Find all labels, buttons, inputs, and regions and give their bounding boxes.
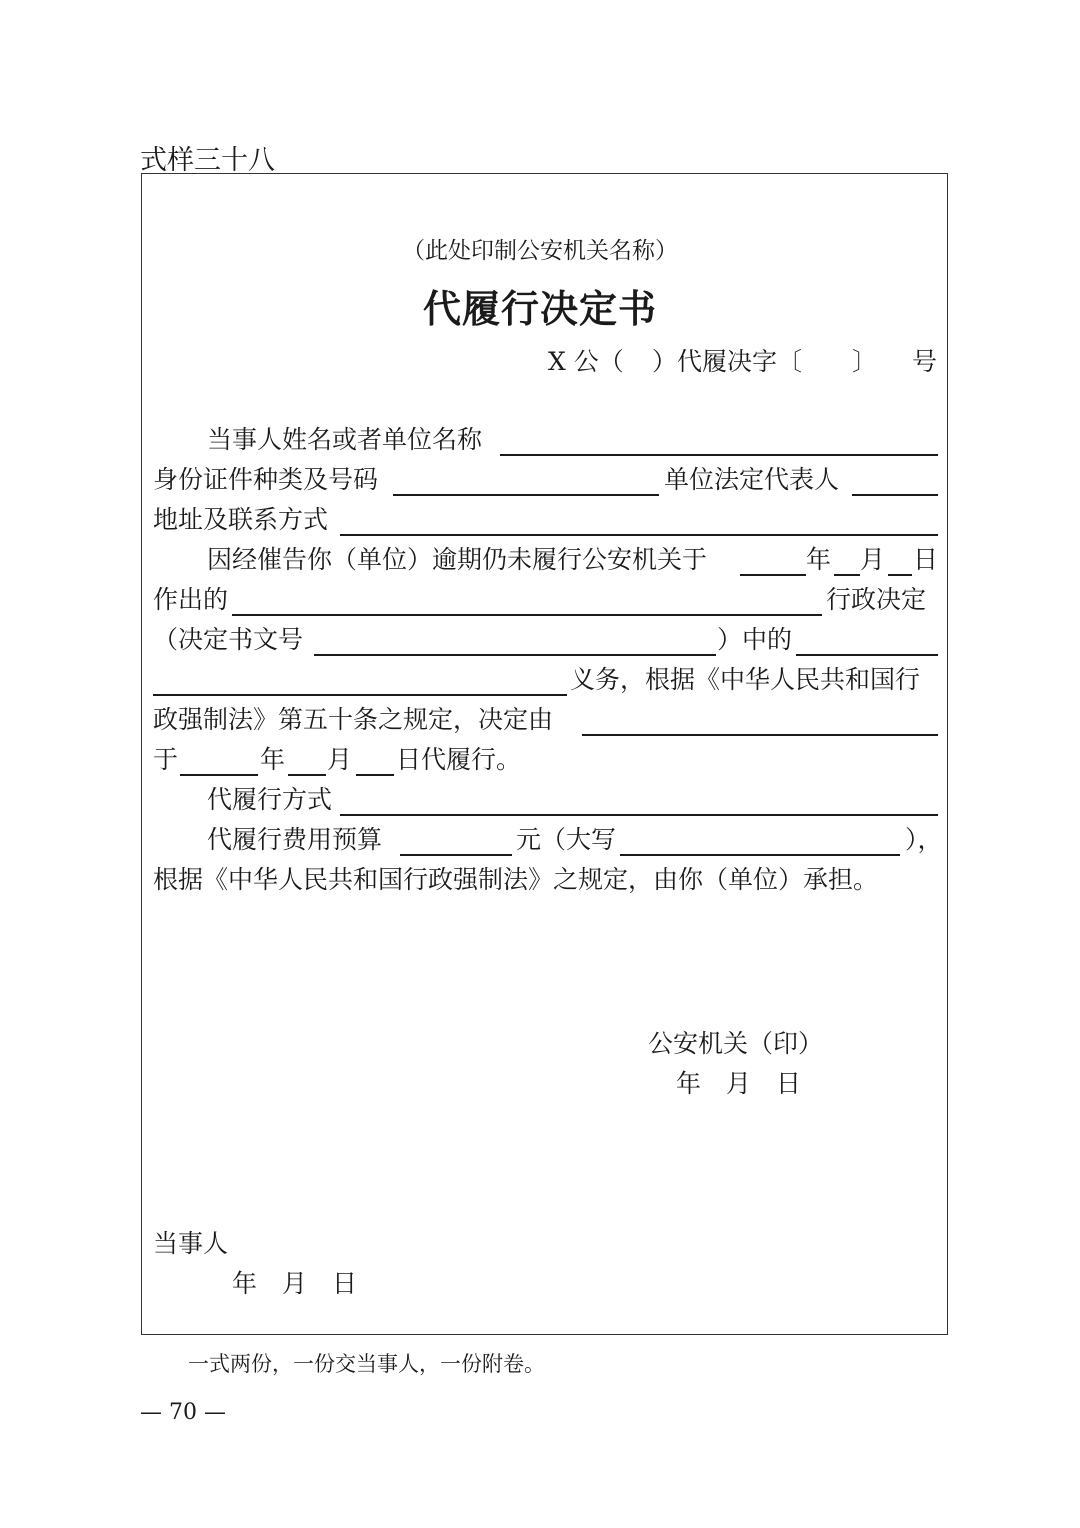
in-the-blank[interactable] (796, 654, 938, 656)
doc-number-bracket: 〕 (852, 347, 878, 376)
made-label: 作出的 (153, 585, 229, 614)
final-text: 根据《中华人民共和国行政强制法》之规定，由你（单位）承担。 (153, 865, 879, 894)
doc-number-middle: ）代履决字〔 (652, 347, 803, 376)
on-label: 于 (153, 745, 179, 774)
month-label: 月 (860, 545, 886, 574)
year-blank[interactable] (740, 574, 806, 576)
doc-number-suffix: 号 (912, 347, 938, 376)
law-clause-text: 政强制法》第五十条之规定，决定由 (153, 705, 554, 734)
exec-year-blank[interactable] (180, 774, 258, 776)
decision-no-label: （决定书文号 (153, 625, 304, 654)
footer-note: 一式两份，一份交当事人，一份附卷。 (188, 1352, 545, 1376)
budget-label: 代履行费用预算 (207, 825, 383, 854)
party-signature-date: 年 月 日 (232, 1269, 358, 1298)
in-the-label: ）中的 (717, 625, 793, 654)
close-paren: ）， (905, 825, 943, 854)
id-type-label: 身份证件种类及号码 (153, 465, 379, 494)
year-label: 年 (806, 545, 832, 574)
admin-decision-label: 行政决定 (826, 585, 927, 614)
party-name-blank[interactable] (500, 454, 938, 456)
day-label: 日 (913, 545, 939, 574)
method-blank[interactable] (340, 814, 938, 816)
month-blank[interactable] (834, 574, 860, 576)
decision-no-blank[interactable] (314, 654, 716, 656)
paragraph-start: 因经催告你（单位）逾期仍未履行公安机关于 (207, 545, 708, 574)
exec-day-blank[interactable] (356, 774, 394, 776)
budget-blank[interactable] (400, 854, 512, 856)
party-signature-label: 当事人 (153, 1229, 229, 1258)
day-blank[interactable] (888, 574, 912, 576)
form-label: 式样三十八 (140, 145, 275, 176)
obligation-blank[interactable] (153, 694, 567, 696)
seal-date: 年 月 日 (676, 1069, 802, 1098)
address-label: 地址及联系方式 (153, 505, 329, 534)
address-blank[interactable] (340, 534, 938, 536)
made-blank[interactable] (232, 614, 822, 616)
yuan-label: 元（大写 (516, 825, 617, 854)
document-title: 代履行决定书 (422, 286, 657, 331)
method-label: 代履行方式 (207, 785, 333, 814)
exec-month-label: 月 (327, 745, 353, 774)
agency-placeholder: （此处印制公安机关名称） (402, 238, 678, 264)
obligation-text: 义务，根据《中华人民共和国行 (570, 665, 921, 694)
party-name-label: 当事人姓名或者单位名称 (207, 425, 483, 454)
page-number: — 70 — (140, 1400, 226, 1425)
doc-number-prefix: X 公（ (548, 347, 624, 376)
exec-year-label: 年 (260, 745, 286, 774)
execute-day-text: 日代履行。 (396, 745, 522, 774)
seal-label: 公安机关（印） (648, 1029, 824, 1058)
executor-blank[interactable] (582, 734, 938, 736)
legal-rep-blank[interactable] (852, 494, 938, 496)
legal-rep-label: 单位法定代表人 (664, 465, 840, 494)
exec-month-blank[interactable] (288, 774, 326, 776)
budget-capital-blank[interactable] (620, 854, 900, 856)
id-number-blank[interactable] (393, 494, 659, 496)
